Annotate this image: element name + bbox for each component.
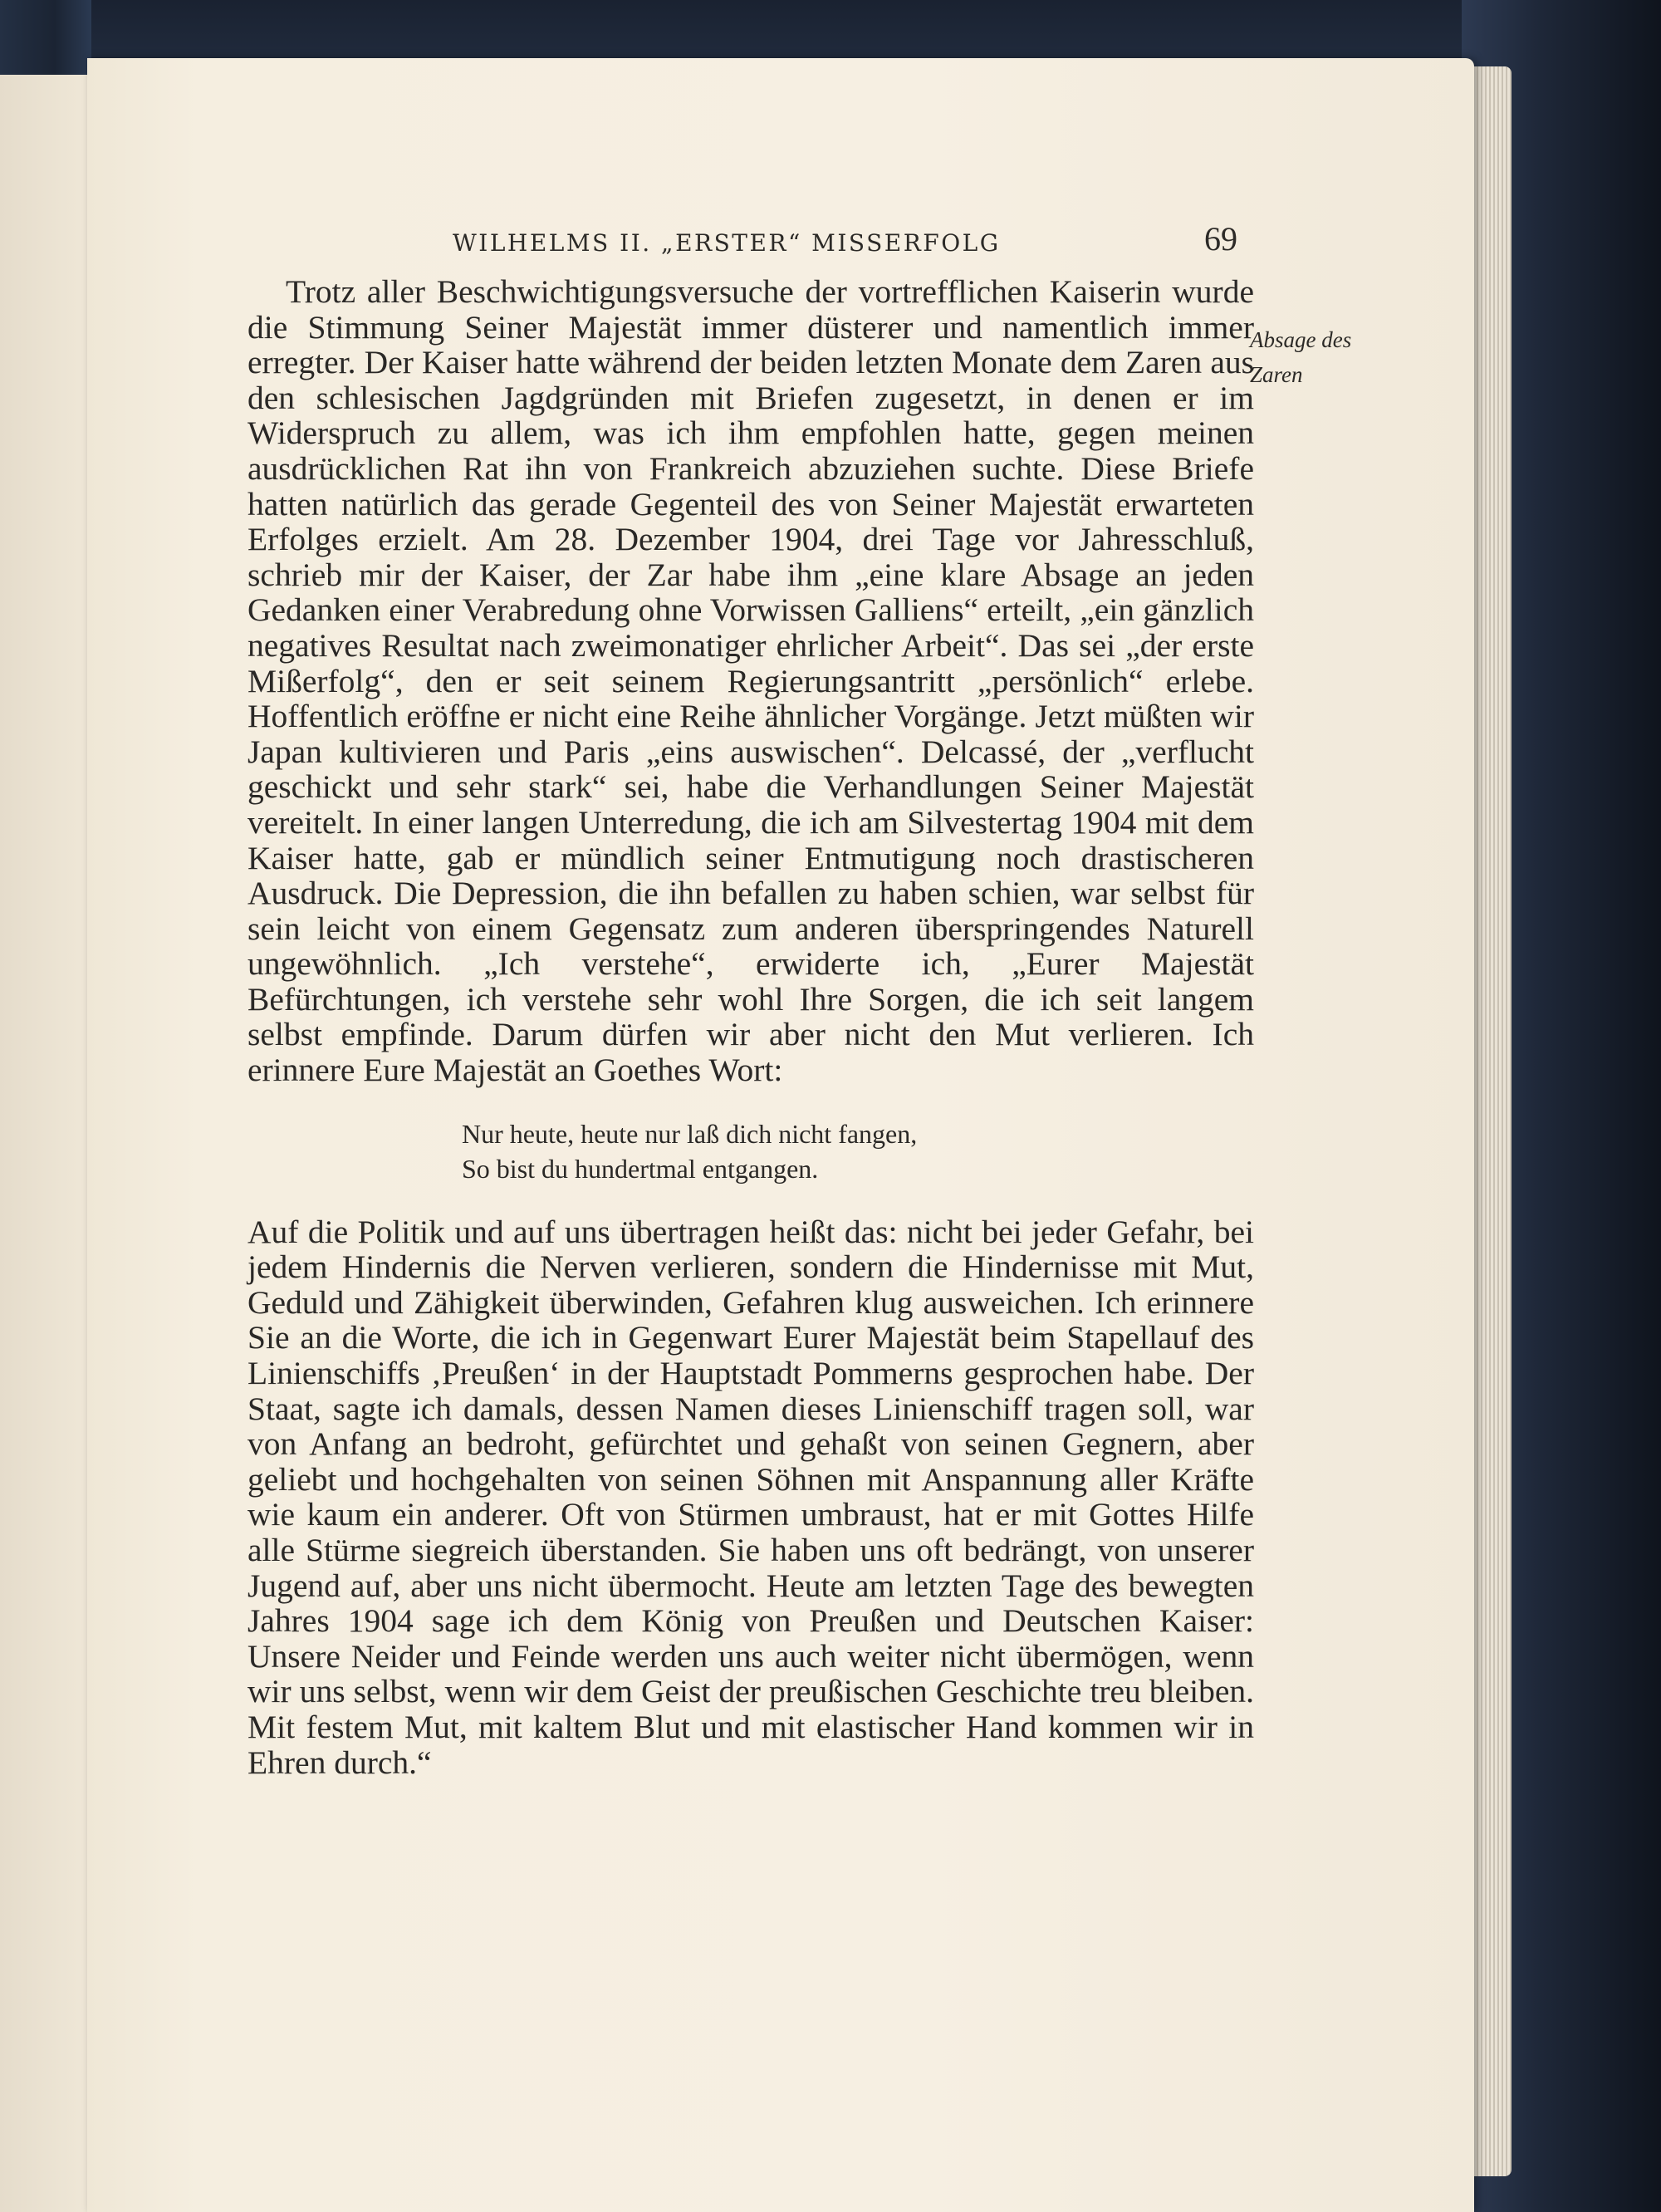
body-text	[247, 274, 1254, 1780]
verse-line: So bist du hundertmal entgangen.	[462, 1153, 819, 1184]
previous-page-edge	[0, 75, 89, 2212]
marginal-note-line: Absage des	[1250, 327, 1352, 352]
marginal-note	[1250, 322, 1399, 392]
page-number: 69	[1204, 220, 1237, 257]
running-title: WILHELMS II. „ERSTER“ MISSERFOLG	[453, 229, 1001, 257]
verse-quote	[462, 1116, 1254, 1186]
running-head	[453, 214, 1237, 264]
paragraph: Auf die Politik und auf uns übertragen heißt das: nicht bei jeder Gefahr, bei jedem Hindernis die Nerven verlieren, sondern die Hindernisse mit Mut, Geduld und Zähigkeit überwinden, Gefahren klug ausweichen. Ich erinnere Sie an die Worte, die ich in Gegenwart Eurer Majestät beim Stapellauf des Linienschiffs ‚Preußen‘ in der Hauptstadt Pommerns gesprochen habe. Der Staat, sagte ich damals, dessen Namen dieses Linienschiff tragen soll, war von Anfang an bedroht, gefürchtet und gehaßt von seinen Gegnern, aber geliebt und hochgehalten von seinen Söhnen mit Anspannung aller Kräfte wie kaum ein anderer. Oft von Stürmen umbraust, hat er mit Gottes Hilfe alle Stürme siegreich überstanden. Sie haben uns oft bedrängt, von unserer Jugend auf, aber uns nicht übermocht. Heute am letzten Tage des bewegten Jahres 1904 sage ich dem König von Preußen und Deutschen Kaiser: Unsere Neider und Feinde werden uns auch weiter nicht übermögen, wenn wir uns selbst, wenn wir dem Geist der preußischen Geschichte treu bleiben. Mit festem Mut, mit kaltem Blut und mit elastischer Hand kommen wir in Ehren durch.“	[247, 1213, 1254, 1781]
marginal-note-line: Zaren	[1250, 362, 1303, 387]
verse-line: Nur heute, heute nur laß dich nicht fangen,	[462, 1118, 918, 1149]
paragraph: Trotz aller Beschwichtigungsversuche der vortrefflichen Kaiserin wurde die Stimmung Seiner Majestät immer düsterer und namentlich immer erregter. Der Kaiser hatte während der beiden letzten Monate dem Zaren aus den schlesischen Jagdgründen mit Briefen zugesetzt, in denen er im Widerspruch zu allem, was ich ihm empfohlen hatte, gegen meinen ausdrücklichen Rat ihn von Frankreich abzuziehen suchte. Diese Briefe hatten natürlich das gerade Gegenteil des von Seiner Majestät erwarteten Erfolges erzielt. Am 28. Dezember 1904, drei Tage vor Jahresschluß, schrieb mir der Kaiser, der Zar habe ihm „eine klare Absage an jeden Gedanken einer Verabredung ohne Vorwissen Galliens“ erteilt, „ein gänzlich negatives Resultat nach zweimonatiger ehrlicher Arbeit“. Das sei „der erste Mißerfolg“, den er seit seinem Regierungsantritt „persönlich“ erlebe. Hoffentlich eröffne er nicht eine Reihe ähnlicher Vorgänge. Jetzt müßten wir Japan kultivieren und Paris „eins auswischen“. Delcassé, der „verflucht geschickt und sehr stark“ sei, habe die Verhandlungen Seiner Majestät vereitelt. In einer langen Unterredung, die ich am Silvestertag 1904 mit dem Kaiser hatte, gab er mündlich seiner Entmutigung noch drastischeren Ausdruck. Die Depression, die ihn befallen zu haben schien, war selbst für sein leicht von einem Gegensatz zum anderen überspringendes Naturell ungewöhnlich. „Ich verstehe“, erwiderte ich, „Eurer Majestät Befürchtungen, ich verstehe sehr wohl Ihre Sorgen, die ich seit langem selbst empfinde. Darum dürfen wir aber nicht den Mut verlieren. Ich erinnere Eure Majestät an Goethes Wort:	[247, 273, 1254, 1089]
